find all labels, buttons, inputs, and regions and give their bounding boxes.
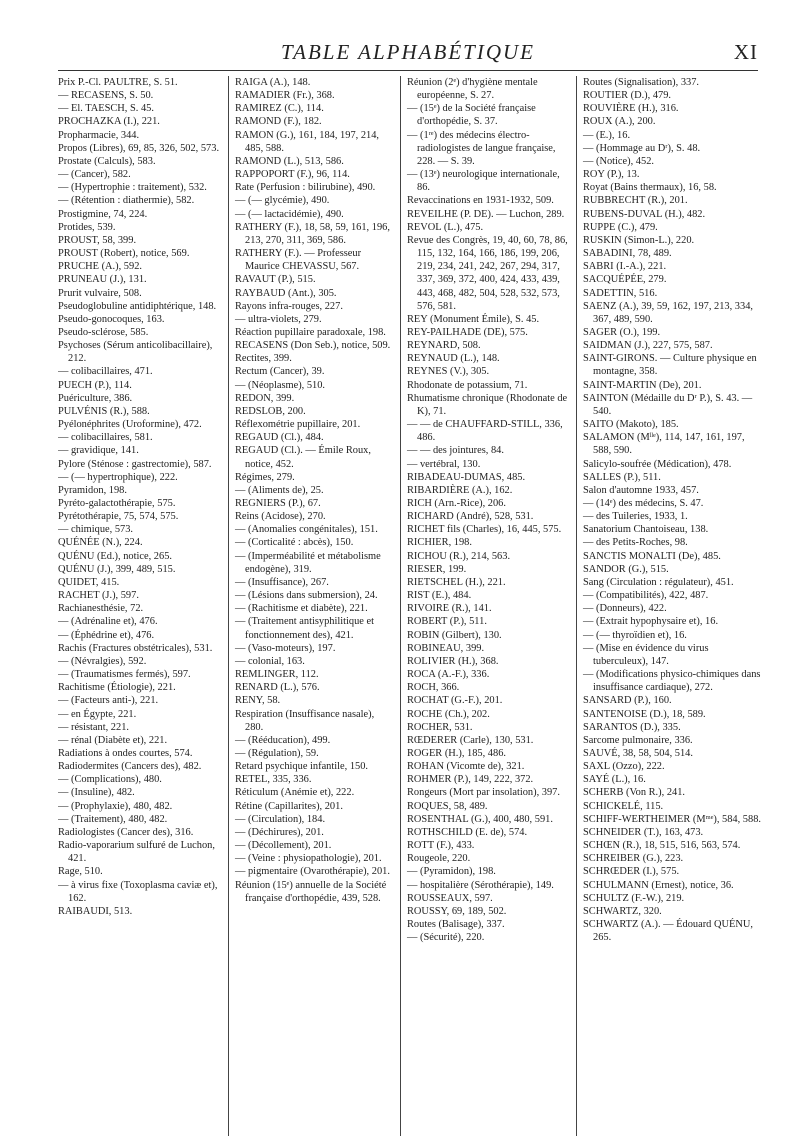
index-entry: Rétine (Capillarites), 201. bbox=[235, 800, 343, 812]
index-entry: — (Circulation), 184. bbox=[235, 813, 326, 825]
index-entry: RAMON (G.), 161, 184, 197, 214, 485, 588. bbox=[235, 129, 380, 154]
index-entry: SAGER (O.), 199. bbox=[583, 326, 661, 338]
index-entry: Salicylo-soufrée (Médication), 478. bbox=[583, 458, 732, 470]
index-entry: RICH (Arn.-Rice), 206. bbox=[407, 498, 506, 509]
index-entry: ROY (P.), 13. bbox=[583, 169, 640, 181]
index-entry: Revaccinations en 1931-1932, 509. bbox=[407, 195, 554, 207]
index-column-2 bbox=[228, 76, 400, 1136]
index-entry: — (Donneurs), 422. bbox=[583, 603, 667, 615]
index-entry: SCHWARTZ, 320. bbox=[583, 905, 662, 917]
index-entry: — des Tuileries, 1933, 1. bbox=[583, 511, 688, 523]
index-entry: — (— hypertrophique), 222. bbox=[58, 471, 178, 483]
index-entry: PROUST, 58, 399. bbox=[58, 234, 137, 246]
index-entry: RICHOU (R.), 214, 563. bbox=[407, 550, 511, 562]
index-entry: — (Adrénaline et), 476. bbox=[58, 616, 158, 628]
index-entry: — rénal (Diabète et), 221. bbox=[58, 734, 168, 746]
index-entry: ROGER (H.), 185, 486. bbox=[407, 747, 506, 759]
index-entry: SAINT-MARTIN (De), 201. bbox=[583, 379, 702, 391]
index-entry: — (Hommage au Dʳ), S. 48. bbox=[583, 142, 701, 154]
index-entry: QUÉNÉE (N.), 224. bbox=[58, 537, 143, 549]
index-entry: Pseudoglobuline antidiphtérique, 148. bbox=[58, 300, 217, 312]
page-title: TABLE ALPHABÉTIQUE bbox=[281, 40, 535, 64]
index-entry: SAINTON (Médaille du Dʳ P.), S. 43. — 540. bbox=[583, 392, 753, 417]
index-entry: — à virus fixe (Toxoplasma caviæ et), 162. bbox=[58, 879, 218, 904]
index-entry: RICHET fils (Charles), 16, 445, 575. bbox=[407, 524, 562, 536]
index-entry: REYNAUD (L.), 148. bbox=[407, 353, 500, 365]
index-entry: REVOL (L.), 475. bbox=[407, 221, 484, 233]
index-entry: — (Rétention : diathermie), 582. bbox=[58, 195, 195, 207]
index-entry: — (— lactacidémie), 490. bbox=[235, 208, 344, 220]
index-entry: — (Aliments de), 25. bbox=[235, 484, 324, 496]
index-entry: Propos (Libres), 69, 85, 326, 502, 573. bbox=[58, 142, 220, 154]
index-entry: RAMIREZ (C.), 114. bbox=[235, 103, 324, 115]
index-entry: — (Décollement), 201. bbox=[235, 840, 332, 852]
index-entry: ROCHAT (G.-F.), 201. bbox=[407, 695, 503, 707]
index-columns bbox=[58, 76, 768, 1136]
index-entry: SCHERB (Von R.), 241. bbox=[583, 787, 685, 799]
index-entry: SCHRŒDER (I.), 575. bbox=[583, 866, 680, 878]
index-entry: Réflexométrie pupillaire, 201. bbox=[235, 419, 361, 431]
index-entry: Prostate (Calculs), 583. bbox=[58, 155, 156, 167]
index-entry: RECASENS (Don Seb.), notice, 509. bbox=[235, 340, 391, 352]
index-entry: — (Hypertrophie : traitement), 532. bbox=[58, 182, 207, 194]
index-column-1 bbox=[58, 76, 228, 1136]
index-entry: RAIGA (A.), 148. bbox=[235, 77, 311, 88]
index-entry: — (Lésions dans submersion), 24. bbox=[235, 590, 378, 602]
index-entry: RACHET (J.), 597. bbox=[58, 590, 139, 602]
index-entry: Rayons infra-rouges, 227. bbox=[235, 300, 343, 312]
index-entry: RIBADEAU-DUMAS, 485. bbox=[407, 471, 526, 483]
index-entry: RAMOND (F.), 182. bbox=[235, 116, 322, 128]
index-entry: Sang (Circulation : régulateur), 451. bbox=[583, 576, 734, 588]
index-entry: RIST (E.), 484. bbox=[407, 590, 472, 602]
index-entry: — (Insuffisance), 267. bbox=[235, 576, 329, 588]
index-entry: Régimes, 279. bbox=[235, 471, 295, 483]
index-entry: — (13ᵉ) neurologique internationale, 86. bbox=[407, 169, 560, 194]
index-entry: RAPPOPORT (F.), 96, 114. bbox=[235, 169, 350, 181]
index-entry: SALAMON (Mˡˡᵉ), 114, 147, 161, 197, 588, 590. bbox=[583, 432, 745, 457]
index-entry: Radiations à ondes courtes, 574. bbox=[58, 747, 193, 759]
index-entry: RŒDERER (Carle), 130, 531. bbox=[407, 734, 534, 746]
index-entry: — (Éphédrine et), 476. bbox=[58, 629, 155, 641]
index-entry: PRUNEAU (J.), 131. bbox=[58, 274, 147, 286]
index-entry: — (Veine : physiopathologie), 201. bbox=[235, 853, 382, 865]
index-entry: Routes (Signalisation), 337. bbox=[583, 77, 700, 88]
index-entry: Propharmacie, 344. bbox=[58, 129, 140, 141]
index-entry: — colibacillaires, 581. bbox=[58, 432, 153, 444]
index-entry: SCHIFF-WERTHEIMER (Mᵐᵉ), 584, 588. bbox=[583, 813, 761, 825]
index-entry: ROHMER (P.), 149, 222, 372. bbox=[407, 774, 534, 786]
index-entry: RENARD (L.), 576. bbox=[235, 682, 320, 694]
index-entry: SCHULMANN (Ernest), notice, 36. bbox=[583, 879, 734, 891]
index-entry: — (Prophylaxie), 480, 482. bbox=[58, 800, 173, 812]
index-entry: ROCHE (Ch.), 202. bbox=[407, 708, 490, 720]
index-entry: Reins (Acidose), 270. bbox=[235, 511, 326, 523]
index-entry: — colonial, 163. bbox=[235, 655, 305, 667]
index-entry: — (Extrait hypophysaire et), 16. bbox=[583, 616, 719, 628]
index-entry: — (Rachitisme et diabète), 221. bbox=[235, 603, 368, 615]
index-entry: SAINT-GIRONS. — Culture physique en montagne, 358. bbox=[583, 353, 757, 378]
index-entry: ROBINEAU, 399. bbox=[407, 642, 485, 654]
index-entry: — (14ᵉ) des médecins, S. 47. bbox=[583, 498, 704, 509]
index-entry: Pseudo-sclérose, 585. bbox=[58, 326, 149, 338]
index-entry: SADETTIN, 516. bbox=[583, 287, 658, 299]
index-entry: — (Complications), 480. bbox=[58, 774, 162, 786]
index-entry: Prostigmine, 74, 224. bbox=[58, 208, 148, 220]
index-entry: Rhumatisme chronique (Rhodonate de K), 71. bbox=[407, 392, 568, 417]
page-number: XI bbox=[733, 40, 758, 64]
index-entry: ROLIVIER (H.), 368. bbox=[407, 655, 499, 667]
index-entry: RUBBRECHT (R.), 201. bbox=[583, 195, 688, 207]
index-entry: — (Cancer), 582. bbox=[58, 169, 131, 181]
index-entry: — (1ʳᵉ) des médecins électro-radiologistes de langue française, 228. — S. 39. bbox=[407, 129, 556, 167]
index-entry: REDON, 399. bbox=[235, 392, 295, 404]
index-entry: — (Traumatismes fermés), 597. bbox=[58, 669, 191, 681]
index-entry: Radio-vaporarium sulfuré de Luchon, 421. bbox=[58, 840, 215, 865]
index-entry: Routes (Balisage), 337. bbox=[407, 919, 505, 930]
index-entry: RAMADIER (Fr.), 368. bbox=[235, 90, 335, 102]
index-entry: REY (Monument Émile), S. 45. bbox=[407, 313, 540, 325]
index-entry: — hospitalière (Sérothérapie), 149. bbox=[407, 879, 554, 891]
index-entry: — (Compatibilités), 422, 487. bbox=[583, 590, 709, 602]
index-entry: RAVAUT (P.), 515. bbox=[235, 274, 316, 286]
index-entry: Prix P.-Cl. PAULTRE, S. 51. bbox=[58, 77, 178, 88]
index-entry: SAENZ (A.), 39, 59, 162, 197, 213, 334, 367, 489, 590. bbox=[583, 300, 753, 325]
index-entry: RIVOIRE (R.), 141. bbox=[407, 603, 492, 615]
index-entry: — (E.), 16. bbox=[583, 129, 631, 141]
index-entry: QUIDET, 415. bbox=[58, 576, 120, 588]
index-entry: Rachitisme (Étiologie), 221. bbox=[58, 682, 176, 694]
index-entry: — (Modifications physico-chimiques dans insuffisance cardiaque), 272. bbox=[583, 669, 761, 694]
index-entry: Radiologistes (Cancer des), 316. bbox=[58, 826, 194, 838]
index-entry: Pyramidon, 198. bbox=[58, 484, 127, 496]
index-entry: Prurit vulvaire, 508. bbox=[58, 287, 142, 299]
index-entry: QUÉNU (Ed.), notice, 265. bbox=[58, 550, 172, 562]
index-entry: — (Mise en évidence du virus tuberculeux), 147. bbox=[583, 642, 709, 667]
index-entry: RATHERY (F.), 18, 58, 59, 161, 196, 213, 270, 311, 369, 586. bbox=[235, 221, 390, 246]
index-entry: — El. TAESCH, S. 45. bbox=[58, 103, 154, 115]
index-entry: SANTENOISE (D.), 18, 589. bbox=[583, 708, 706, 720]
index-entry: — vertébral, 130. bbox=[407, 458, 481, 470]
index-entry: Rougeole, 220. bbox=[407, 853, 471, 865]
index-entry: — en Égypte, 221. bbox=[58, 708, 137, 720]
index-column-4 bbox=[576, 76, 768, 1136]
index-entry: — (Imperméabilité et métabolisme endogène), 319. bbox=[235, 550, 381, 575]
index-entry: — (Névralgies), 592. bbox=[58, 655, 147, 667]
index-entry: PROCHAZKA (I.), 221. bbox=[58, 116, 160, 128]
index-entry: REMLINGER, 112. bbox=[235, 669, 319, 681]
index-entry: — (Traitement), 480, 482. bbox=[58, 813, 168, 825]
index-entry: RIETSCHEL (H.), 221. bbox=[407, 576, 506, 588]
index-entry: ROCA (A.-F.), 336. bbox=[407, 669, 490, 681]
index-entry: SALLES (P.), 511. bbox=[583, 471, 661, 483]
index-entry: — (Pyramidon), 198. bbox=[407, 866, 496, 878]
index-entry: Revue des Congrès, 19, 40, 60, 78, 86, 115, 132, 164, 166, 186, 199, 206, 219, 234, 241, 242, 267, 294, 317, 337, 369, 372, 400, 424, 433, 439, 443, 468, 482, 504, 528, 532, 573, 576, 581. bbox=[407, 234, 568, 312]
index-entry: ROUSSY, 69, 189, 502. bbox=[407, 905, 507, 917]
index-entry: Rectites, 399. bbox=[235, 353, 292, 365]
index-entry: RUSKIN (Simon-L.), 220. bbox=[583, 234, 695, 246]
index-entry: ROBERT (P.), 511. bbox=[407, 616, 487, 628]
index-entry: Rhodonate de potassium, 71. bbox=[407, 379, 528, 391]
index-entry: ROCH, 366. bbox=[407, 682, 460, 694]
index-entry: Réticulum (Anémie et), 222. bbox=[235, 787, 355, 799]
index-entry: — (Anomalies congénitales), 151. bbox=[235, 524, 378, 536]
index-entry: ROQUES, 58, 489. bbox=[407, 800, 488, 812]
index-entry: Réunion (15ᵉ) annuelle de la Société française d'orthopédie, 439, 528. bbox=[235, 879, 387, 904]
index-entry: Pseudo-gonocoques, 163. bbox=[58, 313, 165, 325]
index-entry: — (— glycémie), 490. bbox=[235, 195, 330, 207]
index-entry: SABADINI, 78, 489. bbox=[583, 248, 672, 260]
index-entry: Rate (Perfusion : bilirubine), 490. bbox=[235, 182, 376, 194]
index-column-3 bbox=[400, 76, 576, 1136]
index-entry: Radiodermites (Cancers des), 482. bbox=[58, 761, 202, 773]
index-entry: — (Régulation), 59. bbox=[235, 747, 319, 759]
index-entry: Rachis (Fractures obstétricales), 531. bbox=[58, 642, 213, 654]
header-rule bbox=[58, 70, 758, 71]
index-entry: Pyrétothérapie, 75, 574, 575. bbox=[58, 511, 179, 523]
index-entry: Sanatorium Chantoiseau, 138. bbox=[583, 524, 709, 536]
index-entry: SAITO (Makoto), 185. bbox=[583, 419, 679, 431]
index-entry: — (15ᵉ) de la Société française d'orthopédie, S. 37. bbox=[407, 103, 536, 128]
index-entry: — ultra-violets, 279. bbox=[235, 313, 322, 325]
index-entry: REY-PAILHADE (DE), 575. bbox=[407, 326, 528, 338]
index-entry: REVEILHE (P. DE). — Luchon, 289. bbox=[407, 208, 565, 220]
index-entry: SAIDMAN (J.), 227, 575, 587. bbox=[583, 340, 713, 352]
index-entry: ROUVIÈRE (H.), 316. bbox=[583, 103, 679, 115]
index-entry: SANDOR (G.), 515. bbox=[583, 563, 669, 575]
index-entry: ROUX (A.), 200. bbox=[583, 116, 656, 128]
index-entry: RIBARDIÈRE (A.), 162. bbox=[407, 484, 513, 496]
index-entry: ROHAN (Vicomte de), 321. bbox=[407, 761, 525, 773]
index-entry: SARANTOS (D.), 335. bbox=[583, 721, 681, 733]
index-entry: ROTT (F.), 433. bbox=[407, 840, 475, 852]
index-entry: — (Déchirures), 201. bbox=[235, 826, 324, 838]
index-entry: PUECH (P.), 114. bbox=[58, 379, 132, 391]
index-entry: SAXL (Ozzo), 222. bbox=[583, 761, 665, 773]
index-entry: ROTHSCHILD (E. de), 574. bbox=[407, 826, 528, 838]
index-entry: SCHNEIDER (T.), 163, 473. bbox=[583, 826, 704, 838]
index-entry: RICHIER, 198. bbox=[407, 537, 472, 549]
index-entry: QUÉNU (J.), 399, 489, 515. bbox=[58, 563, 176, 575]
index-entry: RICHARD (André), 528, 531. bbox=[407, 511, 534, 523]
index-entry: REYNARD, 508. bbox=[407, 340, 481, 352]
index-entry: — chimique, 573. bbox=[58, 524, 134, 536]
index-entry: — (Corticalité : abcès), 150. bbox=[235, 537, 354, 549]
index-entry: SAYÉ (L.), 16. bbox=[583, 774, 646, 786]
index-entry: SANSARD (P.), 160. bbox=[583, 695, 672, 707]
index-entry: Psychoses (Sérum anticolibacillaire), 212. bbox=[58, 340, 213, 365]
index-entry: Rongeurs (Mort par insolation), 397. bbox=[407, 787, 560, 799]
index-entry: SCHREIBER (G.), 223. bbox=[583, 853, 684, 865]
index-entry: ROUTIER (D.), 479. bbox=[583, 90, 672, 102]
index-entry: SAUVÉ, 38, 58, 504, 514. bbox=[583, 747, 693, 759]
index-entry: Rectum (Cancer), 39. bbox=[235, 366, 325, 378]
index-entry: ROUSSEAUX, 597. bbox=[407, 892, 493, 904]
index-entry: — (Notice), 452. bbox=[583, 155, 654, 167]
index-entry: RAYBAUD (Ant.), 305. bbox=[235, 287, 337, 299]
index-entry: REYNES (V.), 305. bbox=[407, 366, 490, 378]
index-entry: — résistant, 221. bbox=[58, 721, 129, 733]
index-entry: REDSLOB, 200. bbox=[235, 405, 306, 417]
index-entry: RAMOND (L.), 513, 586. bbox=[235, 155, 344, 167]
index-entry: Protides, 539. bbox=[58, 221, 116, 233]
index-entry: REGAUD (Cl.), 484. bbox=[235, 432, 324, 444]
index-entry: RIESER, 199. bbox=[407, 563, 467, 575]
index-entry: Salon d'automne 1933, 457. bbox=[583, 484, 699, 496]
index-entry: — (Néoplasme), 510. bbox=[235, 379, 326, 391]
index-entry: Pyélonéphrites (Uroformine), 472. bbox=[58, 419, 202, 431]
index-entry: Royat (Bains thermaux), 16, 58. bbox=[583, 182, 717, 194]
index-entry: SCHICKELÉ, 115. bbox=[583, 800, 664, 812]
index-entry: RATHERY (F.). — Professeur Maurice CHEVASSU, 567. bbox=[235, 248, 362, 273]
index-entry: RENY, 58. bbox=[235, 695, 281, 707]
index-entry: RUBENS-DUVAL (H.), 482. bbox=[583, 208, 706, 220]
index-entry: REGAUD (Cl.). — Émile Roux, notice, 452. bbox=[235, 445, 371, 470]
index-entry: SCHULTZ (F.-W.), 219. bbox=[583, 892, 685, 904]
index-entry: SABRI (I.-A.), 221. bbox=[583, 261, 667, 273]
index-entry: RUPPE (C.), 479. bbox=[583, 221, 658, 233]
index-entry: — (— thyroïdien et), 16. bbox=[583, 629, 687, 641]
index-entry: Puériculture, 386. bbox=[58, 392, 133, 404]
index-entry: ROBIN (Gilbert), 130. bbox=[407, 629, 502, 641]
index-entry: Retard psychique infantile, 150. bbox=[235, 761, 369, 773]
index-entry: Respiration (Insuffisance nasale), 280. bbox=[235, 708, 375, 733]
index-entry: PRUCHE (A.), 592. bbox=[58, 261, 142, 273]
index-entry: — gravidique, 141. bbox=[58, 445, 139, 457]
page-header bbox=[58, 40, 758, 80]
index-entry: ROCHER, 531. bbox=[407, 721, 473, 733]
index-entry: — des Petits-Roches, 98. bbox=[583, 537, 688, 549]
index-entry: Rachianesthésie, 72. bbox=[58, 603, 144, 615]
index-entry: Rage, 510. bbox=[58, 866, 103, 878]
index-entry: SACQUÉPÉE, 279. bbox=[583, 274, 667, 286]
index-entry: — (Sécurité), 220. bbox=[407, 932, 485, 944]
index-entry: — (Traitement antisyphilitique et fonctionnement des), 421. bbox=[235, 616, 375, 641]
index-entry: — (Vaso-moteurs), 197. bbox=[235, 642, 336, 654]
index-entry: Réaction pupillaire paradoxale, 198. bbox=[235, 326, 386, 338]
index-entry: REGNIERS (P.), 67. bbox=[235, 498, 321, 509]
index-entry: RAIBAUDI, 513. bbox=[58, 905, 133, 917]
index-entry: — — des jointures, 84. bbox=[407, 445, 504, 457]
index-entry: — RECASENS, S. 50. bbox=[58, 90, 154, 102]
index-entry: PULVÉNIS (R.), 588. bbox=[58, 405, 150, 417]
index-entry: Pyréto-galactothérapie, 575. bbox=[58, 498, 176, 509]
index-entry: PROUST (Robert), notice, 569. bbox=[58, 248, 190, 260]
index-entry: — colibacillaires, 471. bbox=[58, 366, 153, 378]
index-entry: — (Insuline), 482. bbox=[58, 787, 135, 799]
index-entry: Pylore (Sténose : gastrectomie), 587. bbox=[58, 458, 212, 470]
index-entry: SANCTIS MONALTI (De), 485. bbox=[583, 550, 721, 562]
index-entry: — — de CHAUFFARD-STILL, 336, 486. bbox=[407, 419, 563, 444]
index-entry: RETEL, 335, 336. bbox=[235, 774, 312, 786]
index-entry: SCHWARTZ (A.). — Édouard QUÉNU, 265. bbox=[583, 919, 753, 944]
index-entry: SCHŒN (R.), 18, 515, 516, 563, 574. bbox=[583, 840, 741, 852]
index-entry: Réunion (2ᵉ) d'hygiène mentale européenne, S. 27. bbox=[407, 77, 538, 102]
index-entry: — (Facteurs anti-), 221. bbox=[58, 695, 159, 707]
index-entry: Sarcome pulmonaire, 336. bbox=[583, 734, 693, 746]
index-entry: — pigmentaire (Ovarothérapie), 201. bbox=[235, 866, 390, 878]
index-entry: — (Rééducation), 499. bbox=[235, 734, 331, 746]
index-entry: ROSENTHAL (G.), 400, 480, 591. bbox=[407, 813, 553, 825]
